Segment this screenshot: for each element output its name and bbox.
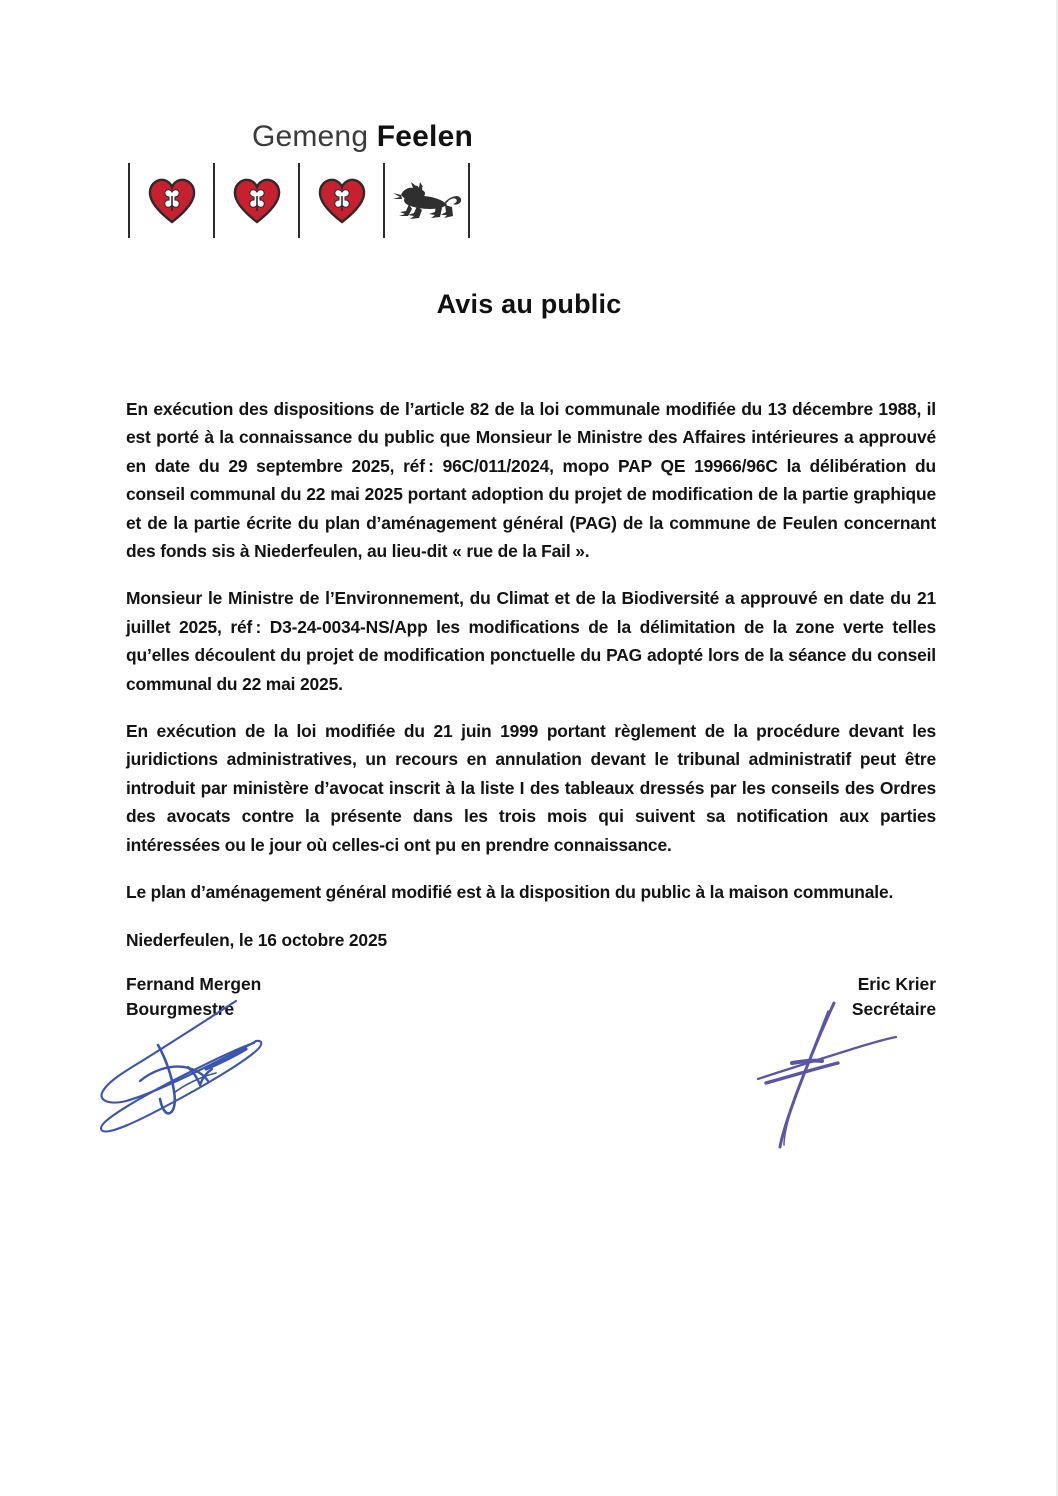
- document-body: [126, 395, 936, 954]
- paragraph-2: Monsieur le Ministre de l’Environnement, du Climat et de la Biodiversité a approuvé en date du 21 juillet 2025, réf : D3-24-0034-NS/App les modifications de la délimitation de la zone verte telles qu’elles découlent du projet de modification ponctuelle du PAG adopté lors de la séance du conseil communal du 22 mai 2025.: [126, 588, 936, 694]
- handwritten-signature-secretary: [756, 997, 906, 1167]
- crest-row: [128, 163, 470, 238]
- wordmark-feelen: Feelen: [376, 120, 473, 153]
- signature-left: [126, 972, 456, 1022]
- lion-icon: [391, 178, 463, 224]
- page-title: Avis au public: [436, 289, 622, 319]
- place-and-date: Niederfeulen, le 16 octobre 2025: [126, 929, 388, 950]
- heart-icon: [317, 177, 367, 225]
- signature-stroke-icon: [756, 997, 906, 1167]
- signatory-role-mayor: Bourgmestre: [126, 999, 235, 1019]
- signatory-role-secretary: Secrétaire: [851, 999, 936, 1019]
- crest-divider: [468, 163, 470, 238]
- paragraph-1: En exécution des dispositions de l’article 82 de la loi communale modifiée du 13 décembre 1988, il est porté à la connaissance du public que Monsieur le Ministre des Affaires intérieures a approuvé en date du 29 septembre 2025, réf : 96C/011/2024, mopo PAP QE 19966/96C la délibération du conseil communal du 22 mai 2025 portant adoption du projet de modification de la partie graphique et de la partie écrite du plan d’aménagement général (PAG) de la commune de Feulen concernant des fonds sis à Niederfeulen, au lieu-dit « rue de la Fail ».: [126, 399, 936, 562]
- heart-icon: [147, 177, 197, 225]
- heart-emblem-3: [300, 163, 383, 238]
- lion-emblem: [385, 163, 468, 238]
- heart-emblem-1: [130, 163, 213, 238]
- heart-emblem-2: [215, 163, 298, 238]
- wordmark-gemeng: Gemeng: [251, 120, 369, 153]
- signature-block: [126, 972, 936, 1202]
- signature-right: [606, 972, 936, 1022]
- heart-icon: [232, 177, 282, 225]
- paragraph-4: Le plan d’aménagement général modifié est à la disposition du public à la maison communale.: [126, 882, 894, 903]
- letterhead-logo: [128, 118, 473, 238]
- paragraph-3: En exécution de la loi modifiée du 21 juin 1999 portant règlement de la procédure devant les juridictions administratives, un recours en annulation devant le tribunal administratif peut être introduit par ministère d’avocat inscrit à la liste I des tableaux dressés par les conseils des Ordres des avocats contre la présente dans les trois mois qui suivent sa notification aux parties intéressées ou le jour où celles-ci ont pu en prendre connaissance.: [126, 721, 936, 855]
- municipality-wordmark: [252, 118, 473, 156]
- signatory-name-mayor: Fernand Mergen: [126, 974, 262, 994]
- signatory-name-secretary: Eric Krier: [857, 974, 936, 994]
